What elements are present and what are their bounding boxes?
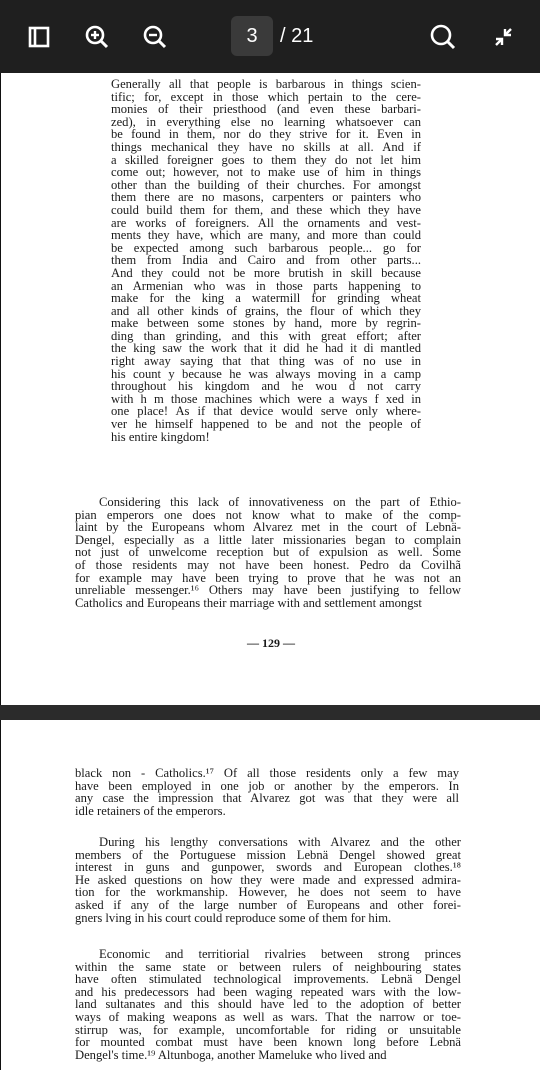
text-line: and all other kinds of grains, the flour of which they [111,303,421,318]
text-line: ding than grinding, and this with great effort; after [111,328,421,343]
text-line: have been employed in one job or another by the emperors. In [75,778,459,793]
text-line: and his predecessors had been waging repeated wars with the low- [75,984,461,999]
body-paragraph [75,948,461,1061]
text-line: them from India and Cairo and from other parts... [111,253,421,268]
text-line: Generally all that people is barbarous in things scien- [111,77,421,91]
text-line: within the same state or between rulers of neighbouring states [75,959,461,974]
text-line: throughout his kingdom and he wou d not carry [111,379,421,394]
page-total: / 21 [280,25,314,47]
text-line: Considering this lack of innovativeness on the part of Ethio- [99,495,461,509]
text-line: He asked questions on how they were made and expressed admira- [75,872,461,887]
text-line: could build them for them, and these which they have [111,202,421,217]
text-line: for mounted combat must have been known long before Lebnä [75,1035,461,1050]
text-line: a skilled foreigner goes to them they do not let him [111,152,421,167]
page-number-input[interactable]: 3 [231,16,273,56]
text-line: Dengel's time.¹⁹ Altunboga, another Mameluke who lived and [75,1047,387,1062]
document-page [0,720,540,1070]
text-line: tion for the workmanship. However, he does not seem to have [75,885,461,900]
document-viewport[interactable] [0,73,540,1070]
text-line: come out; however, not to make use of him in things [111,165,421,180]
text-line: of those residents may not have been honest. Pedro da Covilhã [75,557,461,572]
text-line: one place! As if that device would serve only where- [111,404,421,419]
text-line: be found in them, nor do they strive for it. Even in [111,127,421,142]
text-line: pian emperors one does not know what to make of the comp- [75,507,461,522]
text-line: zed), in everything else no learning whatsoever can [111,114,421,129]
text-line: unreliable messenger.¹⁶ Others may have been justifying to fellow [75,583,461,598]
search-icon[interactable] [426,20,460,54]
text-line: black non - Catholics.¹⁷ Of all those residents only a few may [75,766,459,780]
body-paragraph [75,767,459,817]
text-line: make between some stones by hand, more by regrin- [111,316,421,331]
text-line: not just of unwelcome reception but of expulsion as well. Some [75,545,461,560]
text-line: ways of making weapons as well as wars. That the narrow or toe- [75,1009,461,1024]
text-line: asked if any of the large number of Europeans and other forei- [75,897,461,912]
sidebar-toggle-icon[interactable] [22,20,56,54]
zoom-out-icon[interactable] [138,20,172,54]
text-line: Catholics and Europeans their marriage with and settlement amongst [75,595,422,610]
zoom-in-icon[interactable] [80,20,114,54]
text-line: tific; for, except in those which pertain to the cere- [111,89,421,104]
text-line: laint by the Europeans whom Alvarez met in the court of Lebnä- [75,520,461,535]
text-line: his entire kingdom! [111,429,210,444]
text-line: them there are no masons, carpenters or painters who [111,190,421,205]
text-line: things mechanical they have no skills at all. And if [111,139,421,154]
text-line: be expected among such barbarous people... go for [111,240,421,255]
text-line: During his lengthy conversations with Alvarez and the other [99,835,461,849]
text-line: Dengel, especially as a little later missionaries began to complain [75,532,461,547]
text-line: the king saw the work that it did he had it di mantled [111,341,421,356]
document-page [0,73,540,705]
text-line: And they could not be more brutish in skill because [111,265,421,280]
text-line: any case the impression that Alvarez got was that they were all [75,791,459,806]
pdf-toolbar [0,0,540,73]
text-line: right away saying that that thing was of no use in [111,354,421,369]
page-folio: — 129 — [247,636,295,650]
text-line: other than the building of their churches. For amongst [111,177,421,192]
text-line: idle retainers of the emperors. [75,803,226,818]
text-line: interest in guns and gunpower, swords and European clothes.¹⁸ [75,860,461,875]
text-line: his count y because he was always moving in a camp [111,366,421,381]
text-line: gners lving in his court could reproduce some of them for him. [75,910,392,925]
text-line: with h m those machines which were a ways f xed in [111,391,421,406]
text-line: land sultanates and this should have led to the adoption of better [75,997,461,1012]
text-line: stirrup was, for example, uncomfortable for riding or unsuitable [75,1022,461,1037]
text-line: are works of foreigners. All the ornaments and vest- [111,215,421,230]
body-paragraph [75,496,461,609]
text-line: have often stimulated technological improvements. Lebnä Dengel [75,972,461,987]
text-line: monies of their priesthood (and even these barbari- [111,102,421,117]
text-line: Economic and territiorial rivalries between strong princes [99,947,461,961]
text-line: an Armenian who was in those parts happening to [111,278,421,293]
exit-fullscreen-icon[interactable] [486,20,520,54]
text-line: for example may have been trying to prove that he was not an [75,570,461,585]
text-line: ver he himself happened to be and not the people of [111,417,421,432]
text-line: make for the king a watermill for grinding wheat [111,291,421,306]
text-line: members of the Portuguese mission Lebnä Dengel showed great [75,847,461,862]
body-paragraph [75,836,461,924]
block-quote [111,78,421,443]
text-line: ments they have, which are many, and more than could [111,228,421,243]
